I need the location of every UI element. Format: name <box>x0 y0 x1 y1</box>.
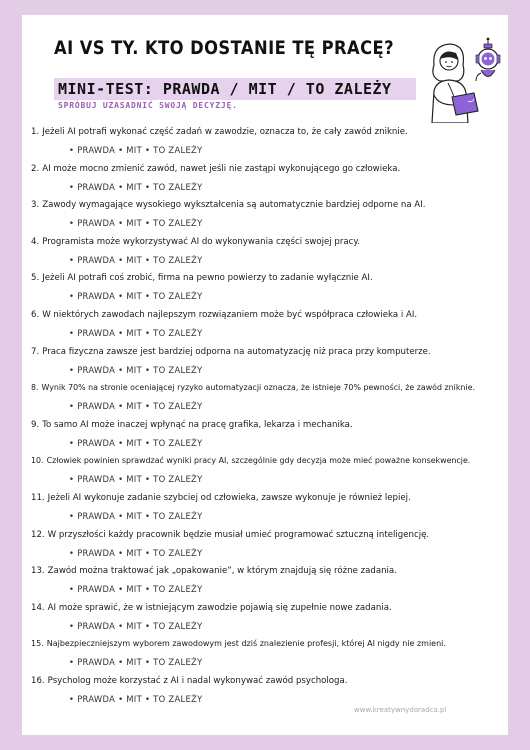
answer-options-4: • PRAWDA • MIT • TO ZALEŻY <box>69 254 203 265</box>
answer-options-12: • PRAWDA • MIT • TO ZALEŻY <box>69 547 203 558</box>
answer-options-10: • PRAWDA • MIT • TO ZALEŻY <box>69 474 203 485</box>
question-1: 1. Jeżeli AI potrafi wykonać część zadań w zawodzie, oznacza to, że cały zawód zniknie. <box>31 127 408 137</box>
question-13: 13. Zawód można traktować jak „opakowanie”, w którym znajdują się różne zadania. <box>31 566 397 577</box>
answer-options-7: • PRAWDA • MIT • TO ZALEŻY <box>69 364 203 375</box>
tablet-icon <box>452 93 478 115</box>
answer-options-6: • PRAWDA • MIT • TO ZALEŻY <box>69 327 203 338</box>
question-14: 14. AI może sprawić, że w istniejącym zawodzie pojawią się zupełnie nowe zadania. <box>31 602 392 613</box>
answer-options-2: • PRAWDA • MIT • TO ZALEŻY <box>69 181 203 192</box>
robot-icon <box>476 38 500 81</box>
question-6: 6. W niektórych zawodach najlepszym rozwiązaniem może być współpraca człowieka i AI. <box>31 309 418 320</box>
answer-options-3: • PRAWDA • MIT • TO ZALEŻY <box>69 218 203 229</box>
answer-options-9: • PRAWDA • MIT • TO ZALEŻY <box>69 437 203 448</box>
question-7: 7. Praca fizyczna zawsze jest bardziej odporna na automatyzację niż praca przy komputerze. <box>31 346 431 357</box>
answer-options-15: • PRAWDA • MIT • TO ZALEŻY <box>69 657 203 668</box>
answer-options-8: • PRAWDA • MIT • TO ZALEŻY <box>69 401 203 412</box>
page-title: AI VS TY. KTO DOSTANIE TĘ PRACĘ? <box>54 37 395 59</box>
answer-options-11: • PRAWDA • MIT • TO ZALEŻY <box>69 510 203 521</box>
answer-options-14: • PRAWDA • MIT • TO ZALEŻY <box>69 620 203 631</box>
question-16: 16. Psycholog może korzystać z AI i nadal wykonywać zawód psychologa. <box>31 675 348 686</box>
question-9: 9. To samo AI może inaczej wpłynąć na pracę grafika, lekarza i mechanika. <box>31 419 353 430</box>
question-3: 3. Zawody wymagające wysokiego wykształcenia są automatycznie bardziej odporne na AI. <box>31 200 426 211</box>
question-4: 4. Programista może wykorzystywać AI do wykonywania części swojej pracy. <box>31 236 360 247</box>
answer-options-5: • PRAWDA • MIT • TO ZALEŻY <box>69 291 203 302</box>
question-5: 5. Jeżeli AI potrafi coś zrobić, firma na pewno powierzy to zadanie wyłącznie AI. <box>31 273 373 284</box>
question-15: 15. Najbezpieczniejszym wyborem zawodowym jest dziś znalezienie profesji, której AI nigdy nie zmieni. <box>31 639 446 649</box>
question-12: 12. W przyszłości każdy pracownik będzie musiał umieć programować sztuczną inteligencję. <box>31 529 430 540</box>
section-subtitle: SPRÓBUJ UZASADNIĆ SWOJĄ DECYZJĘ. <box>58 101 238 110</box>
question-8: 8. Wynik 70% na stronie oceniającej ryzyko automatyzacji oznacza, że istnieje 70% pewności, że zawód zniknie. <box>31 383 475 393</box>
answer-options-13: • PRAWDA • MIT • TO ZALEŻY <box>69 584 203 595</box>
question-11: 11. Jeżeli AI wykonuje zadanie szybciej od człowieka, zawsze wykonuje je również lepiej. <box>31 492 411 503</box>
section-title: MINI-TEST: PRAWDA / MIT / TO ZALEŻY <box>58 80 392 98</box>
question-10: 10. Człowiek powinien sprawdzać wyniki pracy AI, szczególnie gdy decyzja może mieć poważne konsekwencje. <box>31 456 471 466</box>
answer-options-1: • PRAWDA • MIT • TO ZALEŻY <box>69 145 203 155</box>
person-with-robot-illustration <box>408 35 506 123</box>
website-footer: www.kreatywnydoradca.pl <box>354 706 447 714</box>
question-list <box>31 127 501 713</box>
question-2: 2. AI może mocno zmienić zawód, nawet jeśli nie zastąpi wykonującego go człowieka. <box>31 163 401 174</box>
worksheet-page <box>22 15 508 735</box>
answer-options-16: • PRAWDA • MIT • TO ZALEŻY <box>69 693 203 704</box>
